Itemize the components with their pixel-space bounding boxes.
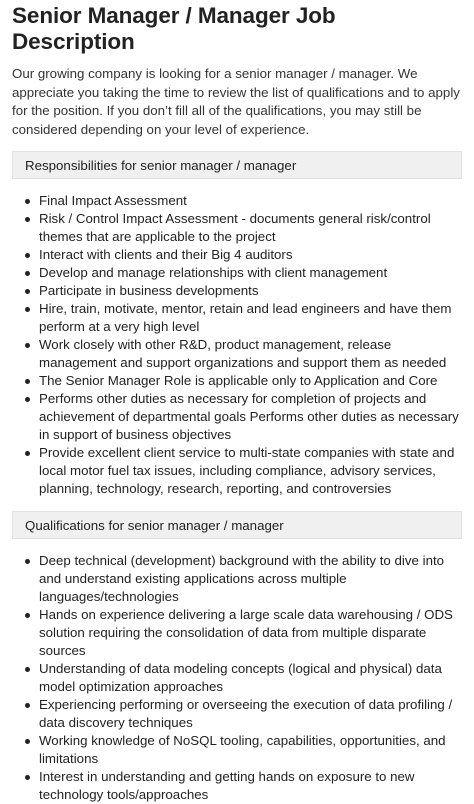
responsibilities-header <box>12 151 462 179</box>
list-item: Interact with clients and their Big 4 auditors <box>39 246 462 264</box>
list-item: Deep technical (development) background with the ability to dive into and understand existing applications across multiple languages/technologies <box>39 552 462 606</box>
list-item: Hands on experience delivering a large scale data warehousing / ODS solution requiring the consolidation of data from multiple disparate sources <box>39 606 462 660</box>
list-item: Working knowledge of NoSQL tooling, capabilities, opportunities, and limitations <box>39 732 462 768</box>
list-item: Risk / Control Impact Assessment - documents general risk/control themes that are applicable to the project <box>39 210 462 246</box>
intro-paragraph: Our growing company is looking for a senior manager / manager. We appreciate you taking the time to review the list of qualifications and to apply for the position. If you don’t fill all of the qualifications, you may still be considered depending on your level of experience. <box>12 66 460 137</box>
list-item: Provide excellent client service to multi-state companies with state and local motor fuel tax issues, including compliance, advisory services, planning, technology, research, reporting, and controversies <box>39 444 462 498</box>
responsibilities-list <box>12 192 462 498</box>
list-item: Interest in understanding and getting hands on exposure to new technology tools/approaches <box>39 768 462 804</box>
list-item: Develop and manage relationships with client management <box>39 264 462 282</box>
qualifications-heading: Qualifications for senior manager / manager <box>25 517 284 533</box>
responsibilities-heading: Responsibilities for senior manager / manager <box>25 157 297 173</box>
qualifications-header <box>12 511 462 539</box>
list-item: Work closely with other R&D, product management, release management and support organizations and support them as needed <box>39 336 462 372</box>
list-item: Participate in business developments <box>39 282 462 300</box>
list-item: Experiencing performing or overseeing the execution of data profiling / data discovery techniques <box>39 696 462 732</box>
list-item: Understanding of data modeling concepts (logical and physical) data model optimization approaches <box>39 660 462 696</box>
page-title: Senior Manager / Manager Job Description <box>12 3 336 54</box>
list-item: Final Impact Assessment <box>39 192 462 210</box>
list-item: Performs other duties as necessary for completion of projects and achievement of departmental goals Performs other duties as necessary in support of business objectives <box>39 390 462 444</box>
qualifications-list <box>12 552 462 804</box>
list-item: The Senior Manager Role is applicable only to Application and Core <box>39 372 462 390</box>
list-item: Hire, train, motivate, mentor, retain and lead engineers and have them perform at a very high level <box>39 300 462 336</box>
